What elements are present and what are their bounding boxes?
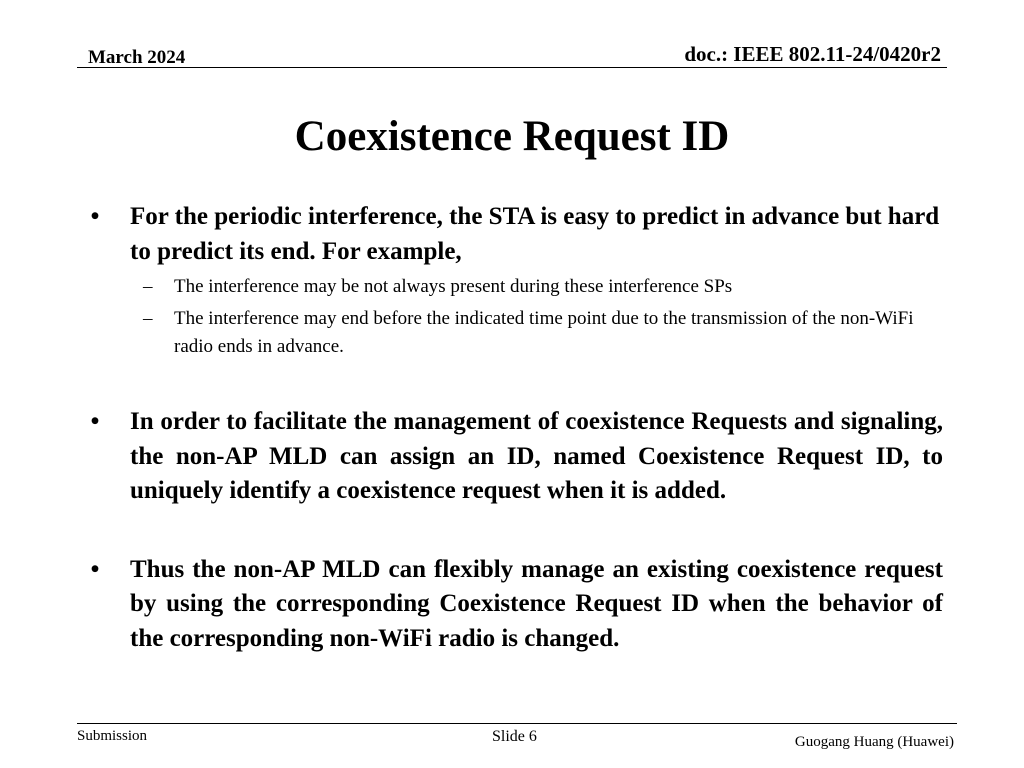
sub-bullet-text: The interference may be not always present during these interference SPs: [174, 276, 733, 297]
spacer: [85, 361, 943, 405]
bullet-text: Thus the non-AP MLD can flexibly manage an existing coexistence request by using the corresponding Coexistence Request ID when the behavior of the corresponding non-WiFi radio is changed.: [130, 555, 943, 652]
header-divider: [77, 67, 947, 68]
bullet-item: [85, 200, 943, 269]
bullet-item: [85, 553, 943, 657]
sub-bullet-item: [85, 273, 943, 301]
footer-slide-number: Slide 6: [492, 728, 537, 745]
bullet-marker: •: [90, 408, 100, 435]
bullet-marker: •: [90, 203, 100, 230]
bullet-item: [85, 405, 943, 509]
slide-title: Coexistence Request ID: [294, 113, 730, 160]
sub-bullet-marker: –: [143, 308, 153, 329]
sub-bullet-item: [85, 305, 943, 361]
footer-author: Guogang Huang (Huawei): [794, 734, 954, 750]
sub-bullet-marker: –: [143, 276, 153, 297]
bullet-text: For the periodic interference, the STA is easy to predict in advance but hard to predict its end. For example,: [130, 203, 940, 265]
sub-bullet-text: The interference may end before the indicated time point due to the transmission of the non-WiFi radio ends in advance.: [174, 308, 914, 357]
footer-submission: Submission: [77, 728, 148, 744]
footer-divider: [77, 723, 957, 724]
slide-body: [85, 200, 943, 656]
header-doc-id: doc.: IEEE 802.11-24/0420r2: [684, 42, 941, 66]
header-date: March 2024: [88, 47, 186, 68]
spacer: [85, 509, 943, 553]
bullet-marker: •: [90, 555, 100, 583]
bullet-text: In order to facilitate the management of coexistence Requests and signaling, the non-AP MLD can assign an ID, named Coexistence Request ID, to uniquely identify a coexistence request when it is added.: [130, 408, 943, 504]
